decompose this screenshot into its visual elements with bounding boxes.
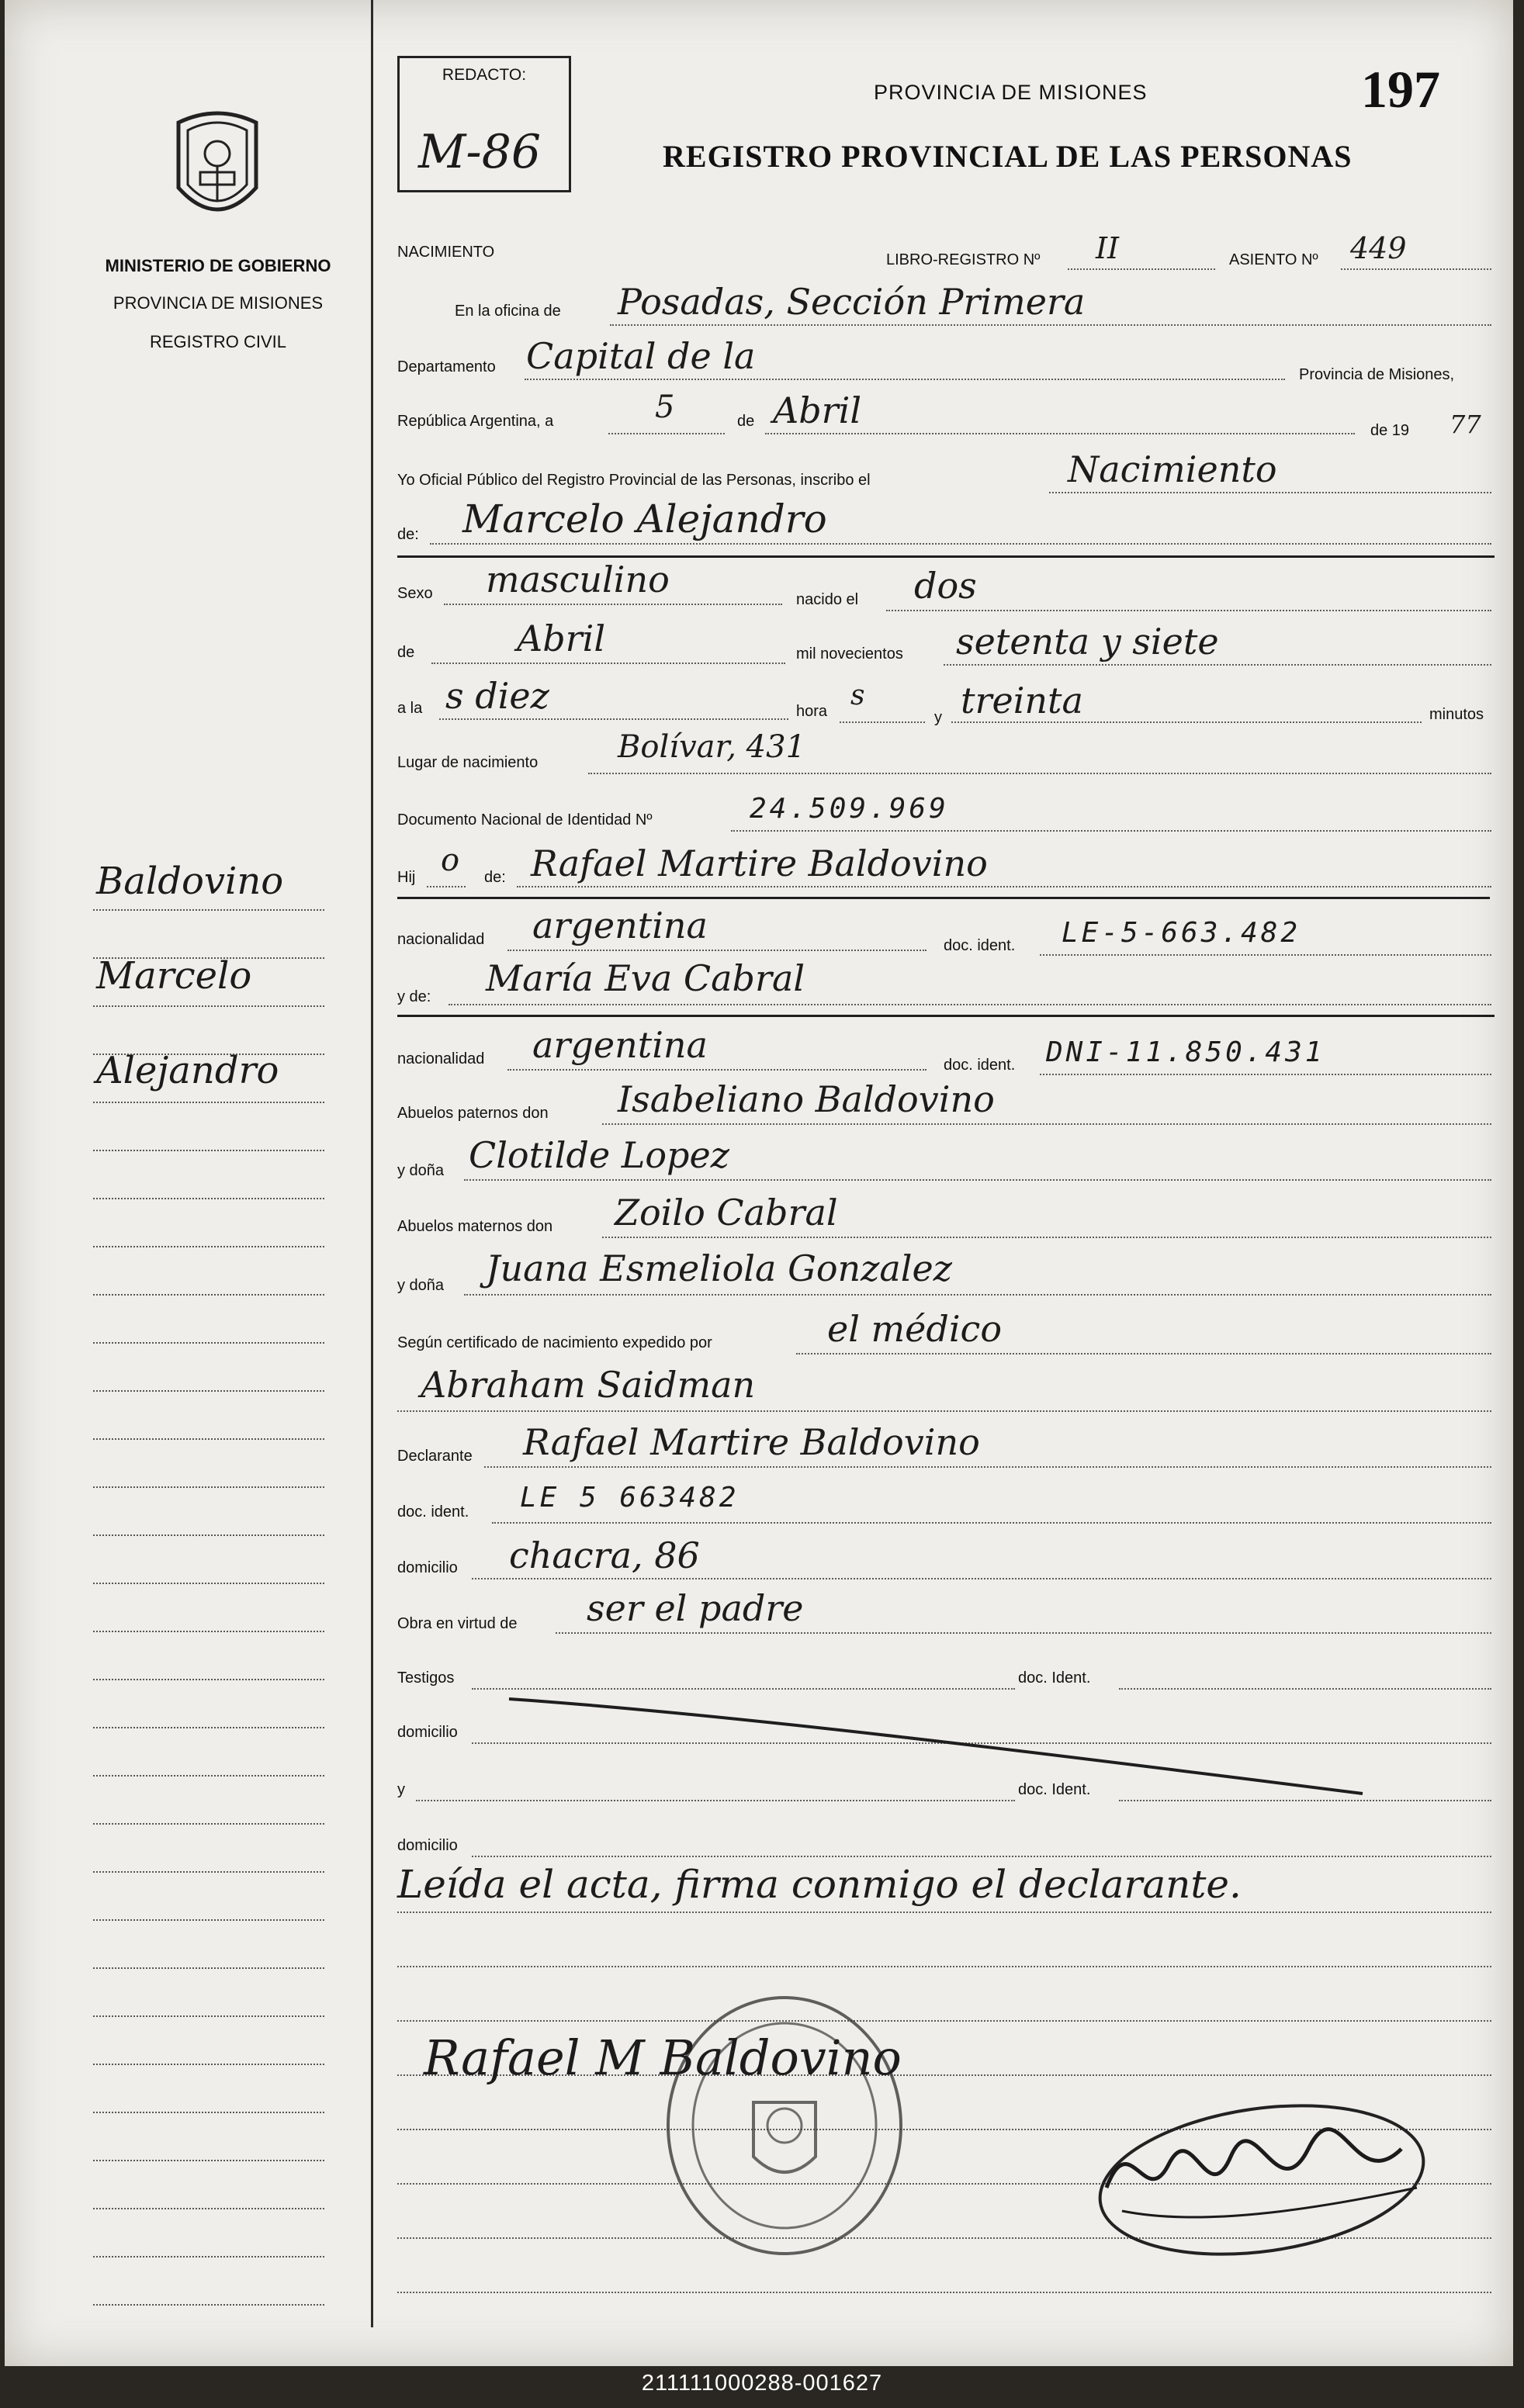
obra-value: ser el padre: [587, 1587, 804, 1629]
lugar-label: Lugar de nacimiento: [397, 754, 539, 771]
side-margin-line: [93, 2208, 324, 2209]
side-margin-line: [93, 2160, 324, 2161]
hij-label: Hij: [397, 869, 416, 886]
provincia-suffix: Provincia de Misiones,: [1299, 366, 1455, 383]
departamento-label: Departamento: [397, 358, 496, 375]
dni-value: 24.509.969: [750, 793, 949, 825]
doc-ident-declarante-value: LE 5 663482: [520, 1482, 739, 1514]
padre-value: Rafael Martire Baldovino: [531, 842, 988, 884]
side-note-surname: Baldovino: [96, 860, 284, 903]
oficial-value: Nacimiento: [1068, 448, 1277, 490]
side-margin-line: [93, 1534, 324, 1536]
folio-number: 197: [1361, 60, 1440, 119]
asiento-label: ASIENTO Nº: [1229, 251, 1318, 268]
nacionalidad-padre-value: argentina: [532, 905, 708, 946]
nacido-label: nacido el: [796, 591, 859, 608]
nacionalidad-padre-label: nacionalidad: [397, 931, 485, 948]
side-margin-line: [93, 1390, 324, 1392]
abuela-paterna-label: y doña: [397, 1162, 445, 1179]
side-margin-line: [93, 1919, 324, 1921]
nacido-value: dos: [914, 565, 977, 607]
coat-of-arms-seal-icon: [169, 107, 265, 228]
side-note-second-name: Alejandro: [96, 1049, 279, 1092]
libro-value: II: [1096, 231, 1120, 265]
dia-value: 5: [655, 389, 675, 425]
nacionalidad-madre-label: nacionalidad: [397, 1050, 485, 1067]
declarante-value: Rafael Martire Baldovino: [523, 1421, 980, 1463]
libro-label: LIBRO-REGISTRO Nº: [886, 251, 1041, 268]
y-label: y: [934, 709, 942, 726]
redacto-value: M-86: [418, 125, 542, 179]
side-margin-line: [93, 2112, 324, 2113]
ruled-line: [397, 2292, 1491, 2293]
anio-nacimiento-value: setenta y siete: [956, 621, 1219, 663]
provincia-header: PROVINCIA DE MISIONES: [113, 293, 324, 313]
oficina-value: Posadas, Sección Primera: [618, 281, 1086, 323]
nacimiento-label: NACIMIENTO: [397, 244, 495, 261]
cancel-strike-line: [501, 1683, 1370, 1800]
madre-value: María Eva Cabral: [486, 957, 805, 999]
departamento-value: Capital de la: [526, 335, 756, 377]
side-margin-line: [93, 1823, 324, 1825]
sexo-value: masculino: [486, 559, 670, 600]
domicilio-testigo1-label: domicilio: [397, 1724, 458, 1741]
abuela-paterna-value: Clotilde Lopez: [469, 1134, 729, 1176]
asiento-value: 449: [1350, 231, 1407, 265]
testigos-label: Testigos: [397, 1669, 455, 1687]
side-margin-line: [93, 1679, 324, 1680]
republica-label: República Argentina, a: [397, 413, 554, 430]
domicilio-testigo2-label: domicilio: [397, 1837, 458, 1854]
y-de-madre-label: y de:: [397, 988, 431, 1005]
register-page: [5, 0, 1513, 2366]
side-margin-line: [93, 1438, 324, 1440]
side-margin-line: [93, 1342, 324, 1344]
anio-label: de 19: [1370, 422, 1410, 439]
abuela-materna-label: y doña: [397, 1277, 445, 1294]
side-margin-line: [93, 2015, 324, 2017]
doc-ident-testigo2-label: doc. Ident.: [1018, 1781, 1091, 1798]
abuelo-materno-value: Zoilo Cabral: [615, 1192, 838, 1233]
side-margin-line: [93, 1246, 324, 1247]
side-margin-line: [93, 1967, 324, 1969]
province-heading: PROVINCIA DE MISIONES: [874, 81, 1148, 104]
doc-ident-madre-label: doc. ident.: [944, 1057, 1016, 1074]
abuela-materna-value: Juana Esmeliola Gonzalez: [486, 1247, 952, 1289]
side-margin-line: [93, 1727, 324, 1728]
side-note-first-name: Marcelo: [96, 954, 252, 998]
side-margin-line: [93, 1102, 324, 1103]
mil-novecientos-label: mil novecientos: [796, 645, 903, 663]
minutos-label: minutos: [1429, 706, 1484, 723]
declarante-label: Declarante: [397, 1448, 473, 1465]
redacto-label: REDACTO:: [442, 66, 527, 84]
de-label: de: [737, 413, 755, 430]
dni-label: Documento Nacional de Identidad Nº: [397, 811, 653, 829]
side-margin-line: [93, 957, 324, 959]
register-title: REGISTRO PROVINCIAL DE LAS PERSONAS: [663, 139, 1353, 174]
a-la-label: a la: [397, 700, 423, 717]
oficial-label: Yo Oficial Público del Registro Provincial de las Personas, inscribo el: [397, 472, 871, 489]
side-margin-line: [93, 1005, 324, 1007]
abuelo-paterno-value: Isabeliano Baldovino: [618, 1078, 995, 1120]
document-id-footer: 211111000288-001627: [641, 2371, 883, 2396]
nombre-value: Marcelo Alejandro: [462, 496, 827, 541]
ruled-line: [397, 1966, 1491, 1967]
minutos-value: treinta: [961, 680, 1083, 721]
obra-label: Obra en virtud de: [397, 1615, 518, 1632]
side-margin-line: [93, 1775, 324, 1777]
hora-label: hora: [796, 703, 828, 720]
side-margin-line: [93, 2256, 324, 2258]
ruled-line: [397, 2020, 1491, 2022]
lugar-value: Bolívar, 431: [618, 729, 806, 765]
oficina-label: En la oficina de: [455, 303, 561, 320]
abuelos-paternos-label: Abuelos paternos don: [397, 1105, 549, 1122]
certificado-label: Según certificado de nacimiento expedido por: [397, 1334, 712, 1351]
domicilio-label: domicilio: [397, 1559, 458, 1576]
domicilio-value: chacra, 86: [509, 1534, 700, 1576]
side-margin-line: [93, 1583, 324, 1584]
registro-civil-header: REGISTRO CIVIL: [149, 332, 287, 351]
hij-value: o: [441, 842, 460, 878]
mes-nacimiento-value: Abril: [517, 618, 606, 659]
side-margin-line: [93, 1871, 324, 1873]
column-divider: [371, 0, 373, 2327]
anio-value: 77: [1450, 410, 1481, 439]
de-padre-label: de:: [484, 869, 506, 886]
doc-ident-padre-label: doc. ident.: [944, 937, 1016, 954]
hora-plural-value: s: [850, 680, 865, 711]
side-margin-line: [93, 909, 324, 911]
side-margin-line: [93, 1294, 324, 1296]
certificado-value: el médico: [827, 1308, 1003, 1350]
de-mes-label: de: [397, 644, 415, 661]
side-margin-line: [93, 1054, 324, 1055]
ministerio-header: MINISTERIO DE GOBIERNO: [105, 256, 331, 275]
doc-ident-padre-value: LE-5-663.482: [1062, 917, 1301, 949]
side-margin-line: [93, 1198, 324, 1199]
side-margin-line: [93, 2304, 324, 2306]
side-margin-line: [93, 1631, 324, 1632]
abuelos-maternos-label: Abuelos maternos don: [397, 1218, 553, 1235]
doc-ident-madre-value: DNI-11.850.431: [1046, 1036, 1325, 1068]
doc-ident-testigo1-label: doc. Ident.: [1018, 1669, 1091, 1687]
redacto-box: [397, 56, 571, 192]
declarante-signature: Rafael M Baldovino: [424, 2029, 902, 2086]
side-margin-line: [93, 1150, 324, 1151]
leida-acta-text: Leída el acta, firma conmigo el declarante.: [397, 1862, 1242, 1907]
side-margin-line: [93, 1486, 324, 1488]
sexo-label: Sexo: [397, 585, 433, 602]
hora-value: s diez: [445, 675, 549, 717]
official-signature: [1075, 2095, 1432, 2265]
de-nombre-label: de:: [397, 526, 419, 543]
y-testigo2-label: y: [397, 1781, 405, 1798]
doc-ident-declarante-label: doc. ident.: [397, 1503, 469, 1521]
mes-value: Abril: [773, 389, 862, 431]
side-margin-line: [93, 2064, 324, 2065]
nacionalidad-madre-value: argentina: [532, 1024, 708, 1066]
medico-value: Abraham Saidman: [421, 1364, 756, 1406]
